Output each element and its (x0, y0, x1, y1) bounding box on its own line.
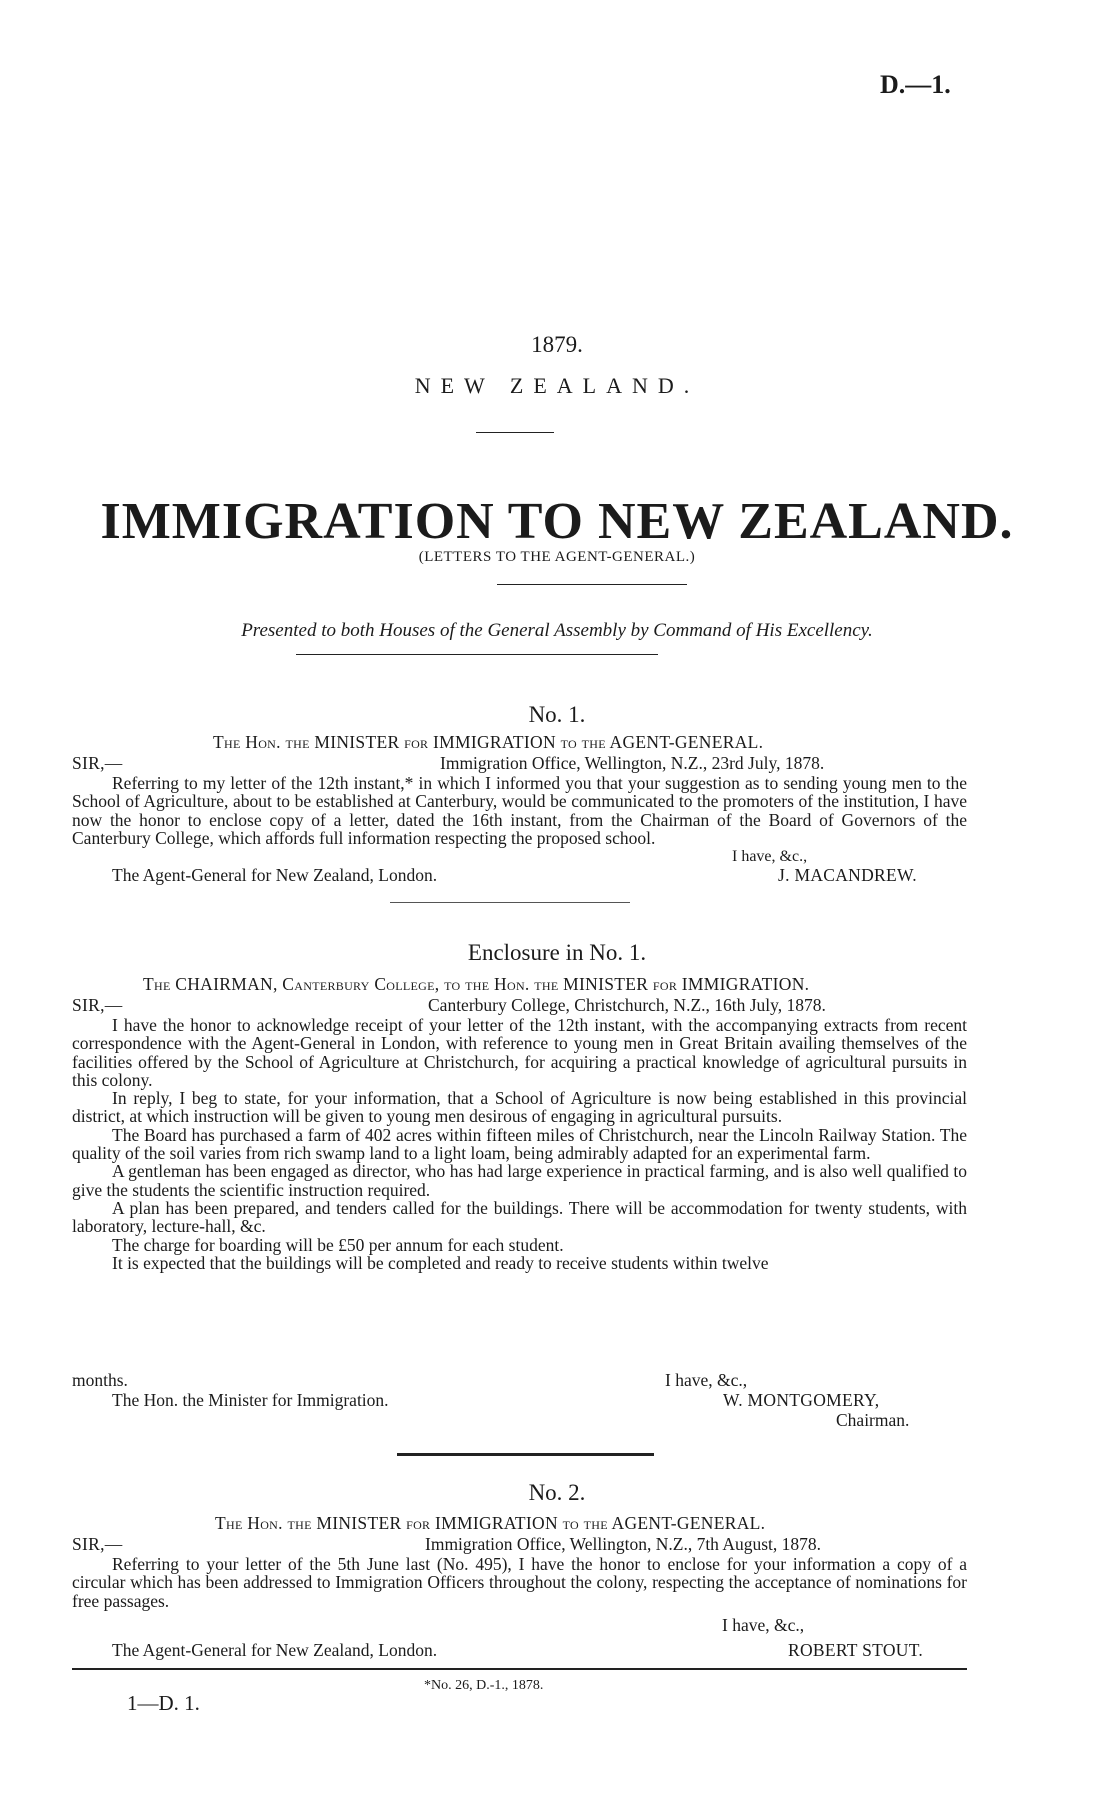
header-divider (476, 432, 554, 433)
enclosure-salutation: SIR,— (72, 995, 123, 1015)
footer-divider (72, 1668, 967, 1670)
page-subtitle: (LETTERS TO THE AGENT-GENERAL.) (418, 549, 696, 565)
enclosure-addressee: The Hon. the Minister for Immigration. (112, 1390, 389, 1410)
presentation-divider (296, 654, 658, 655)
footnote: *No. 26, D.-1., 1878. (424, 1678, 544, 1693)
enclosure-signature: W. MONTGOMERY, (723, 1390, 880, 1410)
letter1-divider (390, 902, 630, 903)
letter2-heading: The Hon. the MINISTER for IMMIGRATION to the AGENT-GENERAL. (215, 1513, 766, 1533)
enclosure-last-word: months. (72, 1370, 128, 1390)
signature-mark: 1—D. 1. (127, 1691, 200, 1715)
enclosure-paragraph: A gentleman has been engaged as director, who has had large experience in practical farming, and is also well qualified to give the students the scientific instruction required. (72, 1161, 967, 1200)
enclosure-paragraph: It is expected that the buildings will be completed and ready to receive students within twelve (112, 1252, 769, 1273)
letter2-signature: ROBERT STOUT. (788, 1640, 924, 1660)
enclosure-title: Enclosure in No. 1. (467, 940, 647, 965)
page-title: IMMIGRATION TO NEW ZEALAND. (100, 493, 1014, 550)
enclosure-signature-title: Chairman. (836, 1410, 910, 1430)
letter1-salutation: SIR,— (72, 753, 123, 773)
letter1-address: Immigration Office, Wellington, N.Z., 23rd July, 1878. (440, 753, 825, 773)
enclosure-paragraph: A plan has been prepared, and tenders called for the buildings. There will be accommodation for twenty students, with laboratory, lecture-hall, &c. (72, 1197, 967, 1237)
letter2-salutation: SIR,— (72, 1534, 123, 1554)
letter2-body: Referring to your letter of the 5th June last (No. 495), I have the honor to enclose for your information a copy of a circular which has been addressed to Immigration Officers throughout the colony, respecting the acceptance of nominations for free passages. (72, 1554, 967, 1611)
letter1-closing: I have, &c., (732, 848, 808, 865)
enclosure-paragraph: The Board has purchased a farm of 402 acres within fifteen miles of Christchurch, near the Lincoln Railway Station. The quality of the soil varies from rich swamp land to a light loam, being admirably adapted for an experimental farm. (72, 1124, 967, 1164)
enclosure-paragraph: I have the honor to acknowledge receipt of your letter of the 12th instant, with the accompanying extracts from recent correspondence with the Agent-General in London, with reference to young men in Great Britain availing themselves of the facilities offered by the School of Agriculture at Christchurch, for acquiring a practical knowledge of agricultural pursuits in this colony. (72, 1015, 967, 1090)
year: 1879. (531, 332, 583, 357)
letter1-body: Referring to my letter of the 12th instant,* in which I informed you that your suggestion as to sending young men to the School of Agriculture, about to be established at Canterbury, would be communicated to the promoters of the institution, I have now the honor to enclose copy of a letter, dated the 16th instant, from the Chairman of the Board of Governors of the Canterbury College, which affords full information respecting the proposed school. (72, 773, 967, 848)
enclosure-paragraph: The charge for boarding will be £50 per annum for each student. (112, 1234, 564, 1255)
enclosure-body (72, 1016, 967, 1272)
letter2-number: No. 2. (528, 1480, 586, 1505)
enclosure-heading: The CHAIRMAN, Canterbury College, to the Hon. the MINISTER for IMMIGRATION. (143, 974, 810, 994)
page-reference: D.—1. (880, 70, 951, 99)
presentation-line: Presented to both Houses of the General Assembly by Command of His Excellency. (241, 620, 873, 641)
enclosure-divider (397, 1453, 654, 1456)
enclosure-paragraph: In reply, I beg to state, for your information, that a School of Agriculture is now being established in this provincial district, at which instruction will be given to young men desirous of engaging in agricultural pursuits. (72, 1088, 967, 1127)
subtitle-divider (497, 584, 687, 585)
letter2-addressee: The Agent-General for New Zealand, London. (112, 1640, 438, 1660)
letter1-heading: The Hon. the MINISTER for IMMIGRATION to the AGENT-GENERAL. (213, 732, 764, 752)
enclosure-address: Canterbury College, Christchurch, N.Z., 16th July, 1878. (428, 995, 826, 1015)
letter2-address: Immigration Office, Wellington, N.Z., 7th August, 1878. (425, 1534, 822, 1554)
letter1-number: No. 1. (528, 702, 586, 727)
letter1-signature: J. MACANDREW. (778, 865, 917, 885)
enclosure-closing: I have, &c., (665, 1370, 748, 1390)
letter1-addressee: The Agent-General for New Zealand, London. (112, 865, 438, 885)
letter2-closing: I have, &c., (722, 1615, 805, 1635)
country-heading: NEW ZEALAND. (414, 373, 700, 398)
